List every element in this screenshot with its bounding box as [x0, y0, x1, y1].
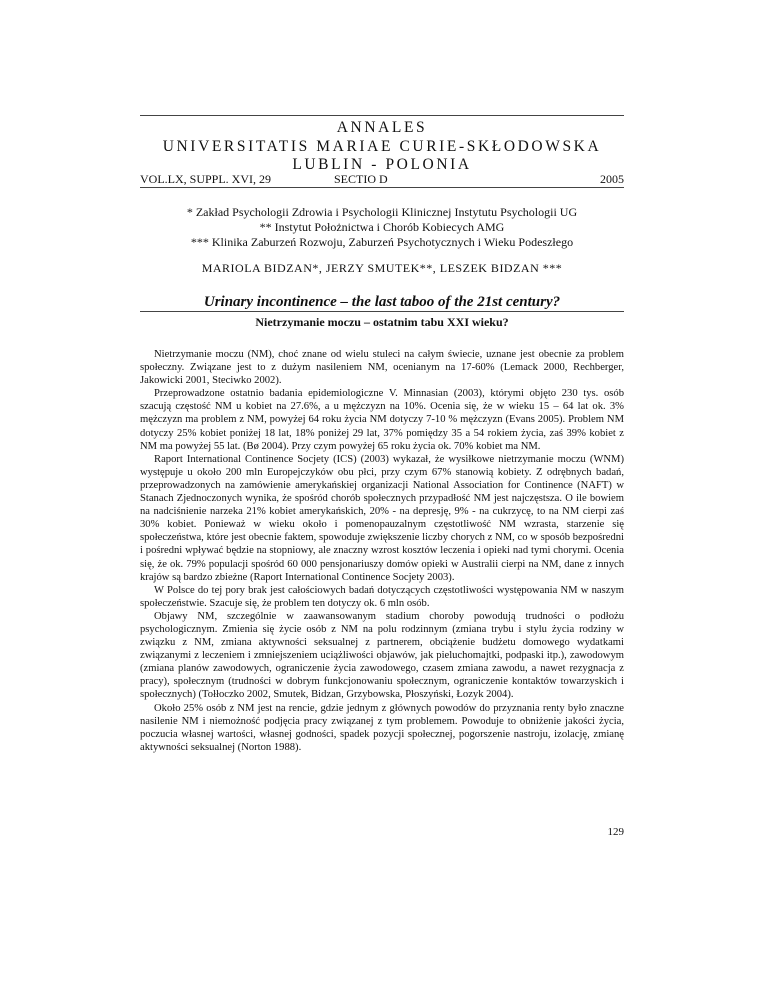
paragraph: Przeprowadzone ostatnio badania epidemiologiczne V. Minnasian (2003), którymi objęto 230 tys. osób szacują częstość NM u kobiet na 27.6%, a u mężczyzn na 10%. Ocenia się, że w wieku 15 – 64 lat ok. 3% mężczyzn ma problem z NM, powyżej 64 roku życia NM dotyczy 7-10 % mężczyzn (Evans 2005). Problem NM dotyczy 25% kobiet poniżej 18 lat, 18% poniżej 29 lat, 37% pomiędzy 35 a 54 rokiem życia, zaś 39% kobiet z NM ma powyżej 55 lat. (Bø 2004). Przy czym powyżej 65 roku życia ok. 70% kobiet ma NM.: [140, 388, 624, 452]
author-list: MARIOLA BIDZAN*, JERZY SMUTEK**, LESZEK BIDZAN ***: [201, 261, 563, 275]
journal-annales: ANNALES: [336, 119, 428, 136]
paragraph: Około 25% osób z NM jest na rencie, gdzie jednym z głównych powodów do przyznania renty było znaczne nasilenie NM i niemożność podjęcia pracy związanej z tym problemem. Powoduje to obniżenie jakości życia, poczucia własnej wartości, własnej godności, spadek pozycji społecznej, pogorszenie nastroju, izolację, zmianę aktywności seksualnej (Norton 1988).: [140, 702, 624, 753]
paragraph: Objawy NM, szczególnie w zaawansowanym stadium choroby powodują trudności o podłożu psychologicznym. Zmienia się życie osób z NM na polu rodzinnym (zmiana trybu i stylu życia rodziny w związku z NM, zmiana aktywności seksualnej z partnerem, obciążenie budżetu domowego wydatkami związanymi z leczeniem i zmniejszeniem uciążliwości objawów, jak pieluchomajtki, podpaski itp.), zawodowym (zmiana planów zawodowych, ograniczenie życia zawodowego, czasem zmiana zawodu, a nawet rezygnacja z pracy), społecznym (trudności w dobrym funkcjonowaniu społecznym, ograniczenie kontaktów towarzyskich i społecznych) (Tołłoczko 2002, Smutek, Bidzan, Grzybowska, Płoszyński, Łozyk 2004).: [140, 610, 624, 701]
article-title-english: Urinary incontinence – the last taboo of the 21st century?: [203, 294, 561, 310]
affiliation-3: *** Klinika Zaburzeń Rozwoju, Zaburzeń Psychotycznych i Wieku Podeszłego: [190, 235, 574, 249]
paragraph: Nietrzymanie moczu (NM), choć znane od wielu stuleci na całym świecie, uznane jest obecnie za problem społeczny. Związane jest to z dużym nasileniem NM, ocenianym na 17-60% (Lemack 2000, Rechberger, Jakowicki 2001, Steciwko 2002).: [140, 349, 624, 387]
paragraph: W Polsce do tej pory brak jest całościowych badań dotyczących częstotliwości występowania NM w naszym społeczeństwie. Szacuje się, że problem ten dotyczy ok. 6 mln osób.: [140, 584, 624, 609]
journal-volume: VOL.LX, SUPPL. XVI, 29: [140, 172, 272, 186]
journal-university: UNIVERSITATIS MARIAE CURIE-SKŁODOWSKA: [162, 138, 602, 155]
affiliation-2: ** Instytut Położnictwa i Chorób Kobiecych AMG: [259, 220, 505, 234]
header-bottom-rule: [140, 187, 624, 188]
journal-sectio: SECTIO D: [334, 172, 388, 186]
journal-city: LUBLIN - POLONIA: [292, 156, 472, 173]
affiliation-1: * Zakład Psychologii Zdrowia i Psychologii Klinicznej Instytutu Psychologii UG: [186, 205, 578, 219]
article-body: [140, 348, 624, 754]
header-top-rule: [140, 115, 624, 116]
article-title-polish: Nietrzymanie moczu – ostatnim tabu XXI wieku?: [255, 315, 509, 329]
paragraph: Raport International Continence Socjety (ICS) (2003) wykazał, że wysiłkowe nietrzymanie moczu (WNM) występuje u około 200 mln Europejczyków obu płci, przy czym 67% stanowią kobiety. Z odrębnych badań, przeprowadzonych na zamówienie amerykańskiej organizacji National Association for Continence (NAFT) w Stanach Zjednoczonych wynika, że spośród chorób społecznych przypadłość NM jest najczęstsza. O ile bowiem na nadciśnienie narzeka 21% kobiet amerykańskich, 20% - na depresję, 9% - na cukrzycę, to na NM cierpi zaś 30% kobiet. Ponieważ w wieku około i pomenopauzalnym częstotliwość NM wzrasta, starzenie się społeczeństwa, które jest obecnie faktem, spowoduje zwiększenie liczby chorych z NM, co w sposób bezpośredni i pośredni wpływać będzie na stopniowy, ale znaczny wzrost kosztów leczenia i opieki nad tymi chorymi. Ocenia się, że ok. 79% populacji spośród 60 000 pensjonariuszy domów opieki w Australii cierpi na NM, dane z innych krajów są bardzo zbieżne (Raport International Continence Socjety 2003).: [140, 453, 624, 583]
page-number: 129: [607, 826, 624, 838]
journal-year: 2005: [600, 172, 624, 186]
title-rule: [140, 311, 624, 312]
